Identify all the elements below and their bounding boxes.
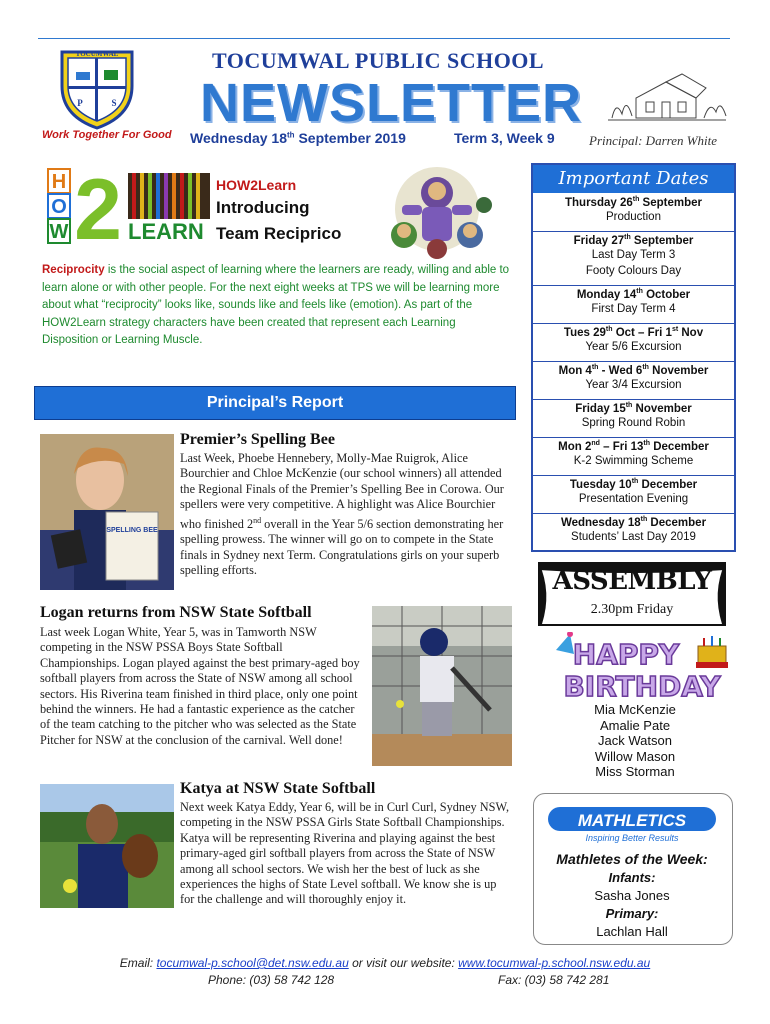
issue-date-day: Wednesday 18 (190, 130, 288, 146)
date-title-part: December (638, 478, 698, 491)
date-title-part: Thursday 26 (565, 196, 633, 209)
date-title (533, 196, 734, 209)
birthday-names-list (560, 702, 710, 780)
date-entry (533, 323, 734, 362)
date-title-part: – Fri 13 (599, 440, 644, 453)
date-entry (533, 285, 734, 324)
date-description: Year 5/6 Excursion (585, 340, 682, 353)
date-title-part: - Wed 6 (598, 364, 643, 377)
date-description: Year 3/4 Excursion (585, 378, 682, 391)
logo-letter-o: O (51, 196, 67, 218)
date-description: Last Day Term 3 (591, 248, 676, 261)
reciprocity-keyword: Reciprocity (42, 264, 105, 276)
date-title-part: th (636, 288, 643, 295)
header-rule (38, 38, 730, 39)
date-description: Spring Round Robin (581, 416, 686, 429)
date-entry (533, 475, 734, 514)
date-entry (533, 231, 734, 286)
date-title-part: nd (591, 440, 600, 447)
birthday-name: Miss Storman (595, 764, 675, 780)
date-title-part: Mon 2 (558, 440, 592, 453)
certificate-text: SPELLING BEE (106, 527, 158, 534)
date-title-part: Friday 15 (575, 402, 626, 415)
date-title-part: Friday 27 (573, 234, 625, 247)
date-entry (533, 361, 734, 400)
date-title-part: Tues 29 (563, 326, 606, 339)
date-title-part: September (639, 196, 702, 209)
assembly-time: 2.30pm Friday (590, 602, 674, 617)
footer-phone: Phone: (03) 58 742 128 (208, 973, 335, 987)
crest-letter-s: S (111, 98, 117, 108)
logan-softball-title: Logan returns from NSW State Softball (40, 604, 312, 621)
issue-date (190, 130, 406, 146)
email-label: Email: (119, 956, 157, 970)
reciprico-characters-illustration (362, 165, 512, 261)
date-entry (533, 513, 734, 549)
spelling-body-sup: nd (253, 515, 262, 525)
school-name: TOCUMWAL PUBLIC SCHOOL (212, 48, 545, 73)
newsletter-title: NEWSLETTER (200, 73, 582, 133)
date-description: Students’ Last Day 2019 (571, 530, 696, 543)
spelling-bee-body (180, 451, 515, 578)
katya-softball-title: Katya at NSW State Softball (180, 780, 376, 797)
reciprocity-paragraph (42, 262, 512, 350)
principal-name: Principal: Darren White (589, 133, 718, 148)
mathletes-heading: Mathletes of the Week: (556, 851, 708, 867)
date-title-part: November (632, 402, 692, 415)
date-title (533, 364, 734, 377)
term-week: Term 3, Week 9 (454, 130, 555, 146)
date-title-part: th (631, 478, 639, 485)
school-motto: Work Together For Good (42, 129, 172, 141)
logo-learn-word: LEARN (128, 219, 204, 244)
crest-letter-p: P (77, 98, 83, 108)
infants-label: Infants: (608, 870, 656, 885)
date-entry (533, 193, 734, 232)
email-link[interactable]: tocumwal-p.school@det.nsw.edu.au (156, 956, 349, 970)
date-description: Footy Colours Day (585, 264, 682, 277)
spelling-bee-title: Premier’s Spelling Bee (180, 431, 335, 448)
date-title (533, 478, 734, 491)
mathletics-logo (546, 803, 718, 843)
logo-letter-h: H (51, 171, 67, 193)
important-dates-panel (531, 163, 736, 552)
date-entry (533, 399, 734, 438)
school-building-icon (606, 70, 730, 126)
date-title-part: st (671, 326, 679, 333)
spelling-bee-photo (40, 434, 174, 590)
date-title-part: September (630, 234, 694, 247)
date-title-part: October (642, 288, 691, 301)
happy-birthday-graphic (552, 632, 732, 702)
date-title-part: Oct – Fri 1 (612, 326, 672, 339)
spelling-body-part1: Last Week, Phoebe Hennebery, Molly-Mae Ruigrok, Alice Bourchier and Chloe McKenzie (our school winners) all attended the Regional Finals of the Premier’s Spelling Bee in Corowa. Our spellers were very competitive. A highlight was Alice Bourchier who finished 2 (180, 451, 504, 531)
date-title-part: Monday 14 (576, 288, 637, 301)
date-title-part: th (643, 440, 651, 447)
date-title-part: th (640, 516, 648, 523)
date-title-part: th (625, 402, 633, 409)
birthday-name: Willow Mason (594, 748, 676, 764)
intro-line-1: Introducing (216, 198, 310, 217)
infants-winner: Sasha Jones (594, 888, 670, 903)
footer-contact (0, 956, 770, 970)
how2learn-heading: HOW2Learn (216, 177, 297, 193)
date-title (533, 440, 734, 453)
mathletics-logo-text: MATHLETICS (577, 811, 687, 830)
date-description: First Day Term 4 (591, 302, 676, 315)
primary-winner: Lachlan Hall (596, 924, 668, 939)
katya-softball-photo (40, 784, 174, 908)
logo-number-2: 2 (74, 167, 122, 247)
website-link[interactable]: www.tocumwal-p.school.nsw.edu.au (458, 956, 651, 970)
date-title-part: Nov (678, 326, 704, 339)
logan-batting-photo (372, 606, 512, 766)
date-title (533, 234, 734, 247)
principal-report-heading: Principal’s Report (34, 386, 516, 420)
date-title-part: th (642, 364, 649, 371)
date-title-part: December (647, 516, 707, 529)
logo-letter-w: W (49, 221, 69, 243)
date-title (533, 516, 734, 529)
issue-date-sup: th (287, 130, 295, 140)
date-title-part: Tuesday 10 (569, 478, 632, 491)
assembly-title: ASSEMBLY (552, 566, 712, 596)
intro-line-2: Team Reciprico (216, 224, 342, 243)
birthday-name: Mia McKenzie (594, 702, 676, 717)
date-title-part: Wednesday 18 (560, 516, 641, 529)
spelling-body-part2: overall in the Year 5/6 section demonstrating her spelling prowess. The winner will go on to compete in the State finals in Sydney next Term. Congratulations girls on your superb spelling efforts. (180, 516, 504, 577)
date-title-part: th (591, 364, 599, 371)
date-title (533, 288, 734, 301)
date-title-part: November (648, 364, 709, 377)
date-title-part: th (624, 234, 631, 241)
primary-label: Primary: (605, 906, 659, 921)
website-label: or visit our website: (348, 956, 459, 970)
school-crest-logo (58, 46, 136, 130)
important-dates-heading: Important Dates (533, 165, 734, 193)
date-title-part: th (632, 196, 640, 203)
footer-fax: Fax: (03) 58 742 281 (498, 973, 610, 987)
date-title-part: December (650, 440, 709, 453)
logan-softball-body: Last week Logan White, Year 5, was in Tamworth NSW competing in the NSW PSSA Boys State Softball Championships. Logan played against the best primary-aged boy softball players from across the State of NSW among all school sectors. His Riverina team finished in third place, only one point behind the winners. He had a fantastic experience as the catcher of the team catching to the pitcher who was selected as the State Pitcher for NSW at the conclusion of the carnival. Well done! (40, 625, 360, 747)
date-title (533, 326, 734, 339)
date-description: K-2 Swimming Scheme (573, 454, 694, 467)
date-title-part: Mon 4 (558, 364, 592, 377)
mathletics-tagline: Inspiring Better Results (585, 833, 679, 843)
date-entry (533, 437, 734, 476)
crest-name: TOCUMWAL (75, 50, 119, 58)
birthday-name: Jack Watson (598, 733, 672, 749)
date-description: Production (606, 210, 661, 223)
reciprocity-description: is the social aspect of learning where the learners are ready, willing and able to learn alone or with other people. For the next eight weeks at TPS we will be learning more about what “reciprocity” looks like, sounds like and feels like (emotion). As part of the HOW2Learn strategy characters have been created that represent each Learning Disposition or Learning Muscle. (42, 264, 510, 346)
issue-date-rest: September 2019 (294, 130, 406, 146)
birthday-name: Amalie Pate (599, 717, 671, 733)
date-description: Presentation Evening (578, 492, 689, 505)
katya-softball-body: Next week Katya Eddy, Year 6, will be in Curl Curl, Sydney NSW, competing in the NSW PSSA Girls State Softball Championships. Katya will be representing Riverina and playing against the best primary-aged girl softball players from across the State of NSW among all school sectors. We wish her the best of luck as she experiences the highs of State Level softball. We know she is up for the challenge and will thoroughly enjoy it. (180, 800, 510, 907)
birthday-word-happy: HAPPY (572, 638, 680, 671)
date-title (533, 402, 734, 415)
date-title-part: th (605, 326, 613, 333)
birthday-word-birthday: BIRTHDAY (563, 670, 721, 702)
how2learn-logo (40, 167, 212, 247)
